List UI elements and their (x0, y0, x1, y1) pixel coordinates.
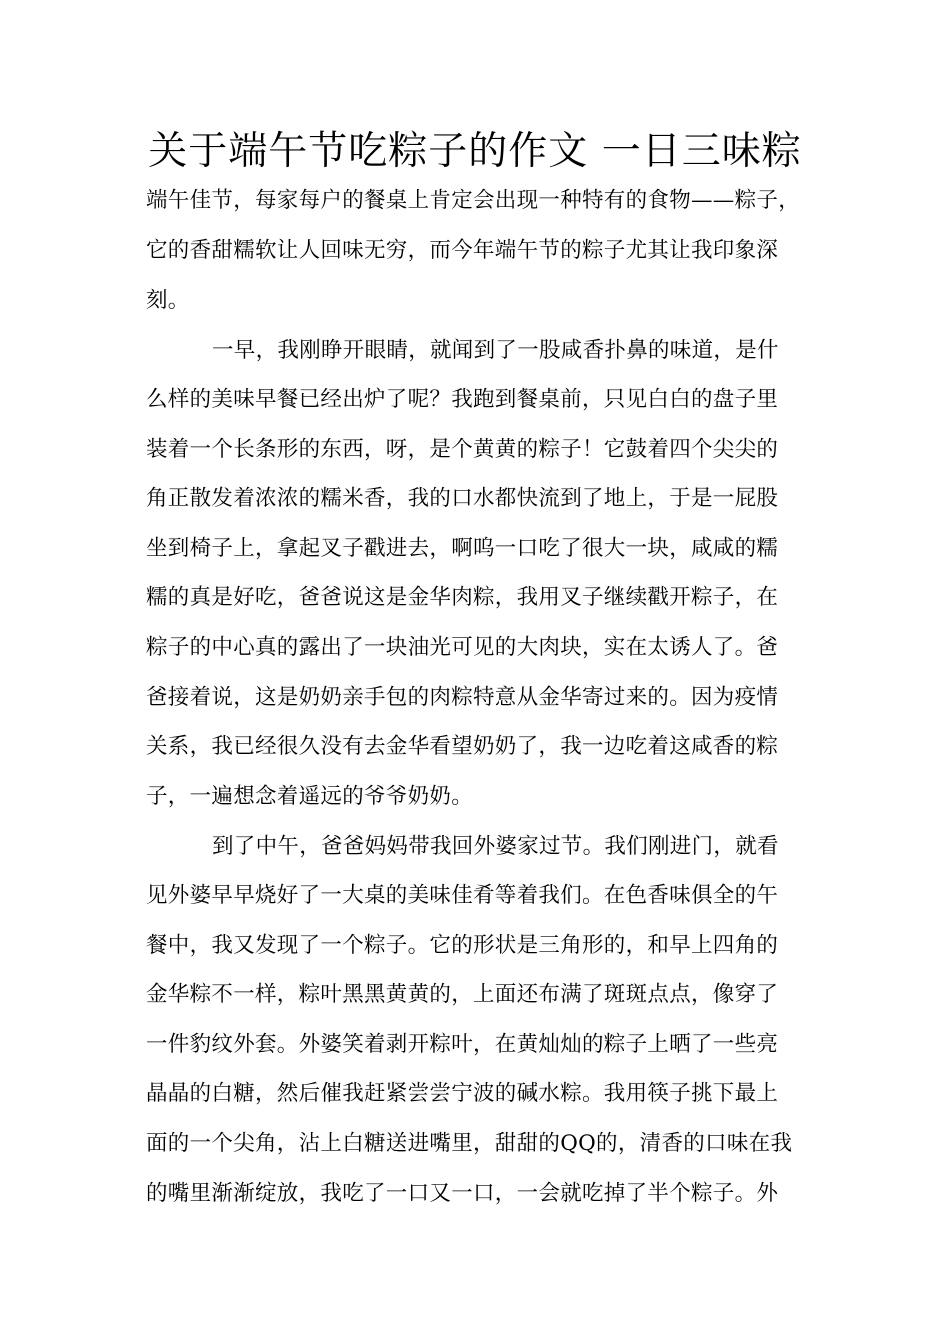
text-line: 角正散发着浓浓的糯米香，我的口水都快流到了地上，于是一屁股 (146, 486, 779, 511)
text-line: 么样的美味早餐已经出炉了呢？我跑到餐桌前，只见白白的盘子里 (146, 387, 779, 412)
text-line: 它的香甜糯软让人回味无穷，而今年端午节的粽子尤其让我印象深 (146, 238, 779, 263)
text-line: 面的一个尖角，沾上白糖送进嘴里，甜甜的QQ的，清香的口味在我 (146, 1131, 793, 1156)
text-line: 粽子的中心真的露出了一块油光可见的大肉块，实在太诱人了。爸 (146, 635, 779, 660)
text-line: 见外婆早早烧好了一大桌的美味佳肴等着我们。在色香味俱全的午 (146, 883, 779, 908)
text-line: 子，一遍想念着遥远的爷爷奶奶。 (146, 784, 474, 809)
text-line: 餐中，我又发现了一个粽子。它的形状是三角形的，和早上四角的 (146, 933, 779, 958)
paragraph-first-line: 到了中午，爸爸妈妈带我回外婆家过节。我们刚进门，就看 (212, 834, 779, 859)
text-line: 糯的真是好吃，爸爸说这是金华肉粽，我用叉子继续戳开粽子，在 (146, 585, 779, 610)
paragraph-first-line: 一早，我刚睁开眼睛，就闻到了一股咸香扑鼻的味道，是什 (212, 338, 779, 363)
text-line: 坐到椅子上，拿起叉子戳进去，啊呜一口吃了很大一块，咸咸的糯 (146, 536, 779, 561)
text-line: 装着一个长条形的东西，呀，是个黄黄的粽子！它鼓着四个尖尖的 (146, 437, 779, 462)
text-line: 金华粽不一样，粽叶黑黑黄黄的，上面还布满了斑斑点点，像穿了 (146, 982, 779, 1007)
text-line: 的嘴里渐渐绽放，我吃了一口又一口，一会就吃掉了半个粽子。外 (146, 1181, 779, 1206)
text-line: 刻。 (146, 288, 190, 313)
document-title: 关于端午节吃粽子的作文 一日三味粽 (148, 129, 802, 174)
text-line: 端午佳节，每家每户的餐桌上肯定会出现一种特有的食物——粽子， (146, 188, 801, 213)
text-line: 关系，我已经很久没有去金华看望奶奶了，我一边吃着这咸香的粽 (146, 734, 779, 759)
text-line: 爸接着说，这是奶奶亲手包的肉粽特意从金华寄过来的。因为疫情 (146, 685, 779, 710)
text-line: 晶晶的白糖，然后催我赶紧尝尝宁波的碱水粽。我用筷子挑下最上 (146, 1081, 779, 1106)
text-line: 一件豹纹外套。外婆笑着剥开粽叶，在黄灿灿的粽子上晒了一些亮 (146, 1032, 779, 1057)
